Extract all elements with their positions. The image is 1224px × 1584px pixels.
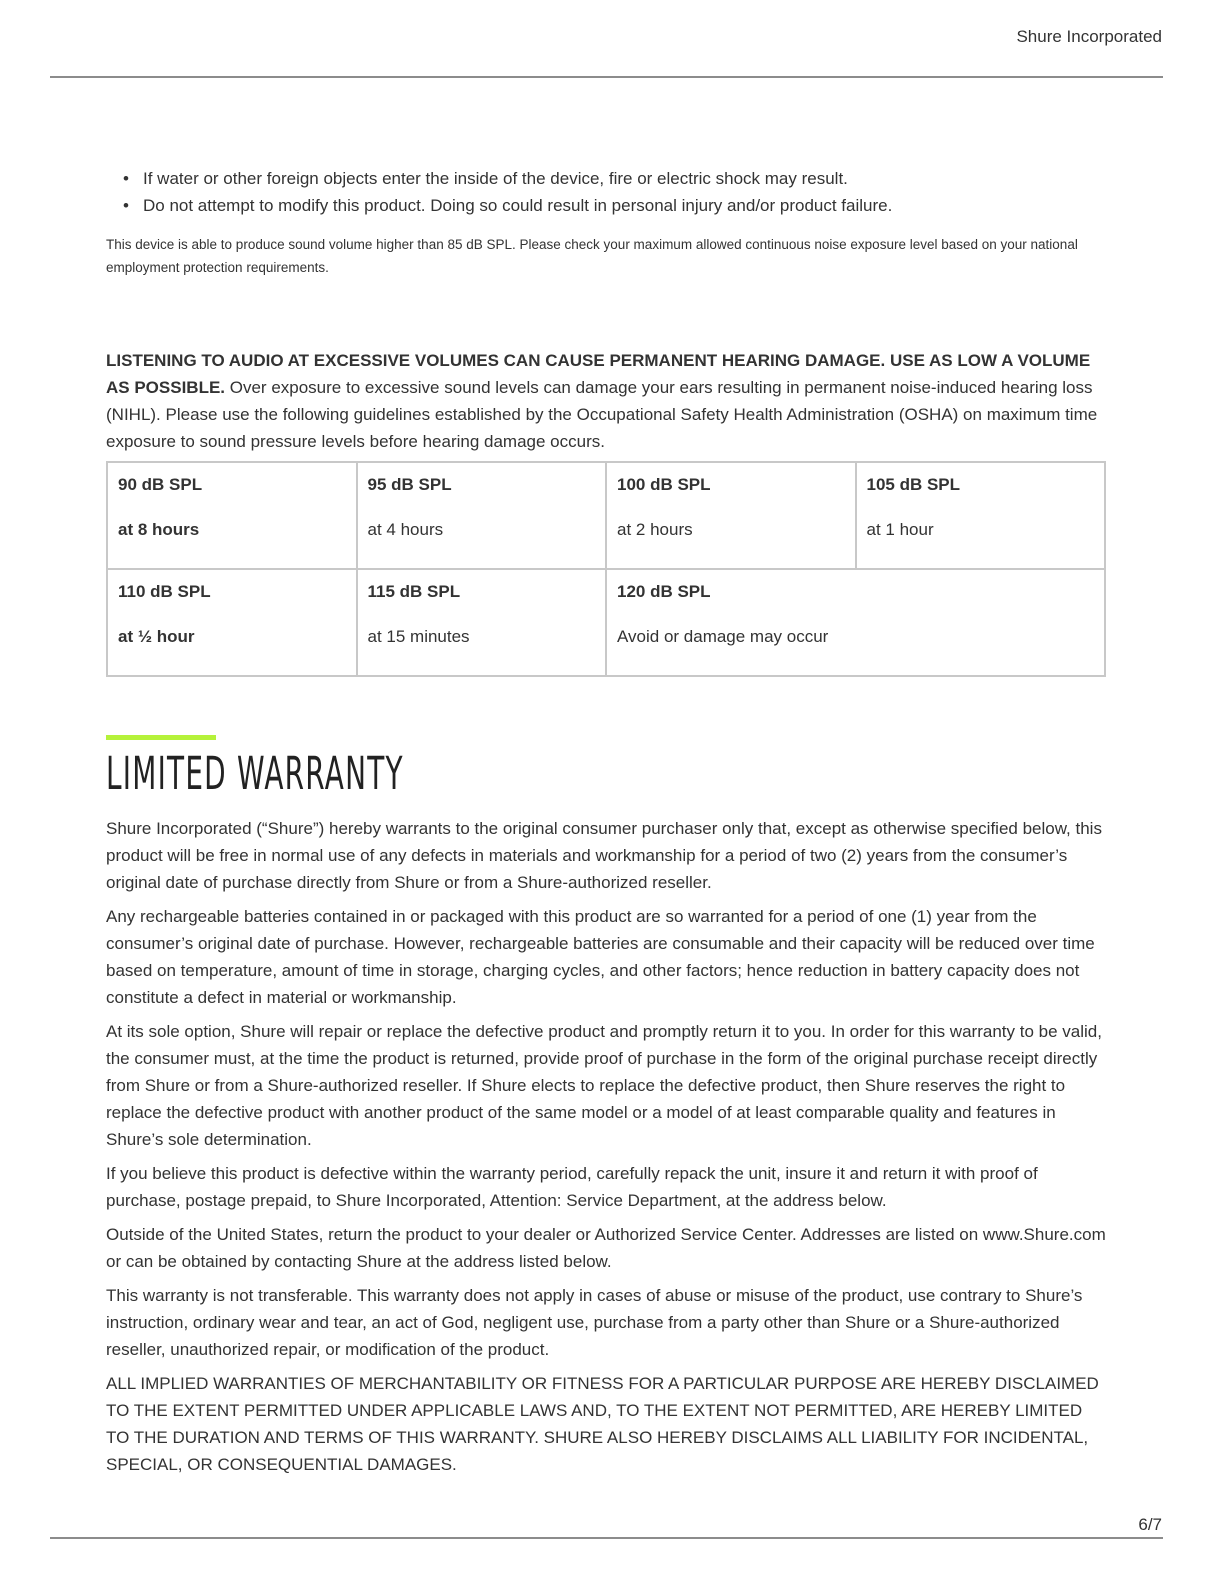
spl-level: 90 dB SPL: [118, 475, 203, 494]
warranty-paragraph: Shure Incorporated (“Shure”) hereby warrants to the original consumer purchaser only that, except as otherwise specified below, this product will be free in normal use of any defects in materials and workmanship for a period of two (2) years from the consumer’s original date of purchase directly from Shure or from a Shure-authorized reseller.: [106, 819, 1102, 892]
warranty-paragraph: Outside of the United States, return the product to your dealer or Authorized Service Center. Addresses are listed on www.Shure.com or can be obtained by contacting Shure at the address listed below.: [106, 1225, 1106, 1271]
noise-exposure-note: This device is able to produce sound volume higher than 85 dB SPL. Please check your maximum allowed continuous noise exposure level based on your national employment protection requirements.: [106, 237, 1078, 275]
table-cell: [856, 462, 1106, 569]
section-accent-bar: [106, 735, 216, 740]
hearing-warning-text: Over exposure to excessive sound levels can damage your ears resulting in permanent noise-induced hearing loss (NIHL). Please use the following guidelines established by the Occupational Safety Health Administration (OSHA) on maximum time exposure to sound pressure levels before hearing damage occurs.: [106, 378, 1098, 451]
table-cell: [107, 462, 357, 569]
spl-duration: at 8 hours: [118, 520, 200, 539]
list-item: • If water or other foreign objects enter the inside of the device, fire or electric shock may result.: [106, 165, 1106, 192]
header-company: Shure Incorporated: [1016, 27, 1162, 46]
hearing-warning-paragraph: [106, 347, 1106, 455]
warranty-paragraph: This warranty is not transferable. This warranty does not apply in cases of abuse or misuse of the product, use contrary to Shure’s instruction, ordinary wear and tear, an act of God, negligent use, purchase from a party other than Shure or a Shure-authorized reseller, unauthorized repair, or modification of the product.: [106, 1286, 1083, 1359]
table-cell: [606, 462, 856, 569]
spl-exposure-table: [106, 461, 1106, 677]
warranty-paragraph: Any rechargeable batteries contained in or packaged with this product are so warranted for a period of one (1) year from the consumer’s original date of purchase. However, rechargeable batteries are consumable and their capacity will be reduced over time based on temperature, amount of time in storage, charging cycles, and other factors; hence reduction in battery capacity does not constitute a defect in material or workmanship.: [106, 907, 1095, 1007]
table-cell: [357, 462, 607, 569]
warranty-paragraph: At its sole option, Shure will repair or replace the defective product and promptly return it to you. In order for this warranty to be valid, the consumer must, at the time the product is returned, provide proof of purchase in the form of the original purchase receipt directly from Shure or from a Shure-authorized reseller. If Shure elects to replace the defective product, then Shure reserves the right to replace the defective product with another product of the same model or a model of at least comparable quality and features in Shure’s sole determination.: [106, 1022, 1102, 1149]
hearing-warning-bold: LISTENING TO AUDIO AT EXCESSIVE VOLUMES CAN CAUSE PERMANENT HEARING DAMAGE. USE AS LOW A VOLUME AS POSSIBLE.: [106, 351, 1091, 397]
spl-level: 115 dB SPL: [367, 582, 461, 601]
spl-level: 100 dB SPL: [617, 475, 711, 494]
spl-duration: at ½ hour: [118, 627, 195, 646]
table-cell: [357, 569, 607, 676]
table-cell: [606, 569, 1105, 676]
list-item: • Do not attempt to modify this product. Doing so could result in personal injury and/or product failure.: [106, 192, 1106, 219]
spl-duration: at 4 hours: [367, 520, 444, 539]
spl-duration: Avoid or damage may occur: [617, 627, 829, 646]
spl-level: 110 dB SPL: [118, 582, 211, 601]
spl-duration: at 2 hours: [617, 520, 693, 539]
footer-rule: [50, 1537, 1163, 1539]
warranty-body: [106, 815, 1106, 1485]
spl-duration: at 1 hour: [866, 520, 934, 539]
header-rule: [50, 76, 1163, 78]
page-number: 6/7: [1138, 1515, 1162, 1534]
warranty-paragraph: If you believe this product is defective within the warranty period, carefully repack the unit, insure it and return it with proof of purchase, postage prepaid, to Shure Incorporated, Attention: Service Department, at the address below.: [106, 1164, 1038, 1210]
warranty-paragraph: ALL IMPLIED WARRANTIES OF MERCHANTABILITY OR FITNESS FOR A PARTICULAR PURPOSE ARE HEREBY DISCLAIMED TO THE EXTENT PERMITTED UNDER APPLICABLE LAWS AND, TO THE EXTENT NOT PERMITTED, ARE HEREBY LIMITED TO THE DURATION AND TERMS OF THIS WARRANTY. SHURE ALSO HEREBY DISCLAIMS ALL LIABILITY FOR INCIDENTAL, SPECIAL, OR CONSEQUENTIAL DAMAGES.: [106, 1374, 1099, 1474]
table-row: [107, 569, 1105, 676]
table-cell: [107, 569, 357, 676]
spl-level: 120 dB SPL: [617, 582, 711, 601]
spl-level: 95 dB SPL: [367, 475, 452, 494]
safety-bullet-list: [106, 165, 1106, 219]
section-title: LIMITED WARRANTY: [106, 747, 404, 800]
spl-level: 105 dB SPL: [866, 475, 961, 494]
spl-duration: at 15 minutes: [367, 627, 470, 646]
table-row: [107, 462, 1105, 569]
